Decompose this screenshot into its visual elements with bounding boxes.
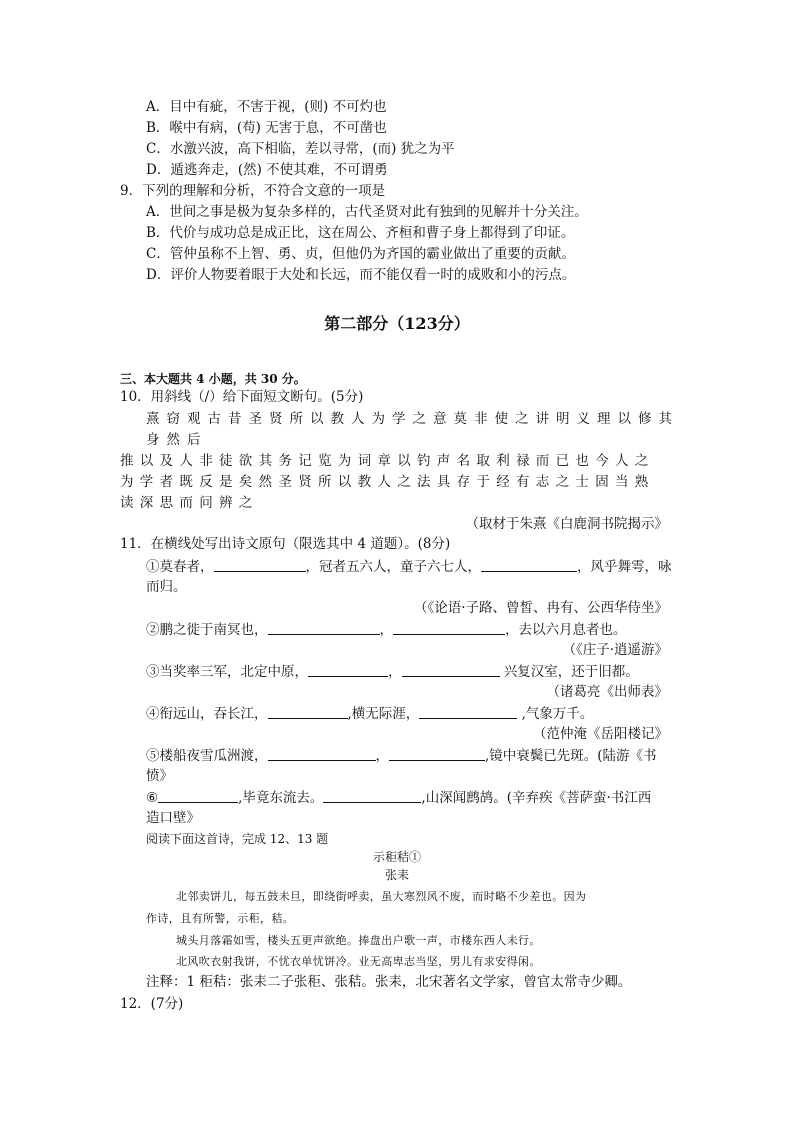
q11-item3-text-c: 兴复汉室，还于旧都。 bbox=[499, 664, 639, 680]
q11-item2-text-c: ，去以六月息者也。 bbox=[505, 622, 627, 638]
q10-source: （取材于朱熹《白鹿洞书院揭示》 bbox=[465, 516, 668, 532]
q10-text-line-1: 熹窃观古昔圣贤所以教人为学之意莫非使之讲明义理以修其 bbox=[146, 411, 679, 427]
answer-blank[interactable] bbox=[268, 704, 348, 719]
poem-note: 注释：1 秬秸：张耒二子张秬、张秸。张耒，北宋著名文学家，曾官太常寺少卿。 bbox=[146, 974, 632, 990]
q11-item2-text-b: ， bbox=[379, 622, 393, 638]
q11-item6-text-b: ,毕竟东流去。 bbox=[238, 790, 324, 806]
q12-stem: 12．(7分) bbox=[120, 996, 184, 1012]
q9-stem: 9．下列的理解和分析，不符合文意的一项是 bbox=[120, 183, 386, 199]
answer-blank[interactable] bbox=[402, 662, 500, 677]
q11-item-4 bbox=[146, 704, 593, 723]
q11-item3-text-a: ③当奖率三军，北定中原， bbox=[146, 664, 308, 680]
q11-item6-text-c: ,山深闻鹧鸪。(辛弃疾《菩萨蛮·书江西 bbox=[421, 790, 652, 806]
poem-preface-line-1: 北邻卖饼儿，每五鼓未旦，即绕街呼卖，虽大寒烈风不废，而时略不少差也。因为 bbox=[176, 890, 587, 903]
answer-blank[interactable] bbox=[419, 704, 517, 719]
q11-item6-text-a: ⑥ bbox=[146, 790, 159, 806]
answer-blank[interactable] bbox=[323, 788, 421, 803]
answer-blank[interactable] bbox=[393, 620, 505, 635]
q11-item5-text-a: ⑤楼船夜雪瓜洲渡， bbox=[146, 748, 268, 764]
q9-option-b: B．代价与成功总是成正比，这在周公、齐桓和曹子身上都得到了印证。 bbox=[146, 225, 575, 241]
q11-item1-text-d: 而归。 bbox=[146, 579, 187, 595]
q11-item-1 bbox=[146, 557, 672, 576]
answer-blank[interactable] bbox=[481, 557, 577, 572]
q10-text-line-4: 为学者既反是矣然圣贤所以教人之法具存于经有志之士固当熟 bbox=[120, 474, 655, 490]
q11-item1-text-c: ，风乎舞雩，咏 bbox=[577, 559, 672, 575]
q10-stem: 10．用斜线（/）给下面短文断句。(5分) bbox=[120, 389, 364, 405]
poem-intro: 阅读下面这首诗，完成 12、13 题 bbox=[146, 832, 329, 846]
poem-preface-line-2: 作诗，且有所警，示秬，秸。 bbox=[146, 912, 295, 925]
q11-item4-text-c: ,气象万千。 bbox=[517, 706, 594, 722]
q9-option-a: A．世间之事是极为复杂多样的，古代圣贤对此有独到的见解并十分关注。 bbox=[146, 204, 588, 220]
part2-title: 第二部分（123分） bbox=[324, 314, 470, 333]
answer-blank[interactable] bbox=[268, 620, 380, 635]
q11-item3-source: （诸葛亮《出师表》 bbox=[546, 684, 668, 700]
q8-option-d: D．遁逃奔走，(然) 不使其难，不可谓勇 bbox=[146, 162, 388, 178]
q11-item1-text-b: ，冠者五六人，童子六七人， bbox=[305, 559, 481, 575]
q11-item-2 bbox=[146, 620, 627, 639]
q8-option-a: A．目中有疵，不害于视，(则) 不可灼也 bbox=[146, 99, 387, 115]
answer-blank[interactable] bbox=[268, 746, 376, 761]
q11-item4-text-b: ,横无际涯， bbox=[347, 706, 420, 722]
q11-item4-text-a: ④衔远山，吞长江， bbox=[146, 706, 268, 722]
q11-stem: 11．在横线处写出诗文原句（限选其中 4 道题）。(8分) bbox=[120, 536, 451, 552]
answer-blank[interactable] bbox=[308, 662, 388, 677]
q11-item-6 bbox=[146, 788, 651, 807]
q11-item-3 bbox=[146, 662, 639, 681]
q11-item-5 bbox=[146, 746, 657, 765]
q11-item1-text-a: ①莫春者， bbox=[146, 559, 214, 575]
q11-item1-source: （《论语·子路、曾皙、冉有、公西华侍坐》 bbox=[413, 600, 668, 616]
poem-line-2: 北风吹衣射我饼，不忧衣单忧饼冷。业无高卑志当坚，男儿有求安得闲。 bbox=[176, 955, 541, 968]
q10-text-line-3: 推以及人非徒欲其务记览为词章以钓声名取利禄而已也今人之 bbox=[120, 453, 655, 469]
poem-line-1: 城头月落霜如雪，楼头五更声欲绝。捧盘出户歌一声，市楼东西人未行。 bbox=[176, 934, 541, 947]
q11-item4-source: （范仲淹《岳阳楼记》 bbox=[533, 726, 668, 742]
q11-item3-text-b: ， bbox=[388, 664, 402, 680]
q9-option-d: D．评价人物要着眼于大处和长远，而不能仅看一时的成败和小的污点。 bbox=[146, 267, 576, 283]
answer-blank[interactable] bbox=[214, 557, 306, 572]
q11-item2-source: （《庄子·逍遥游》 bbox=[562, 642, 668, 658]
answer-blank[interactable] bbox=[158, 788, 238, 803]
q10-text-line-5: 读深思而问辨之 bbox=[120, 495, 259, 511]
poem-author: 张耒 bbox=[384, 868, 409, 882]
section3-heading: 三、本大题共 4 小题，共 30 分。 bbox=[120, 372, 306, 386]
poem-title: 示秬秸① bbox=[372, 850, 421, 864]
q9-option-c: C．管仲虽称不上智、勇、贞，但他仍为齐国的霸业做出了重要的贡献。 bbox=[146, 246, 575, 262]
q11-item2-text-a: ②鹏之徙于南冥也， bbox=[146, 622, 268, 638]
q8-option-b: B．喉中有病，(苟) 无害于息，不可凿也 bbox=[146, 120, 387, 136]
q8-option-c: C．水激兴波，高下相临，差以寻常，(而) 犹之为平 bbox=[146, 141, 455, 157]
q11-item5-text-d: 愤》 bbox=[146, 768, 173, 784]
q11-item5-text-c: ,镜中衰鬓已先斑。(陆游《书 bbox=[485, 748, 657, 764]
q10-text-line-2: 身然后 bbox=[146, 432, 208, 448]
q11-item6-text-d: 造口壁》 bbox=[146, 810, 200, 826]
q11-item5-text-b: ， bbox=[375, 748, 389, 764]
answer-blank[interactable] bbox=[389, 746, 485, 761]
